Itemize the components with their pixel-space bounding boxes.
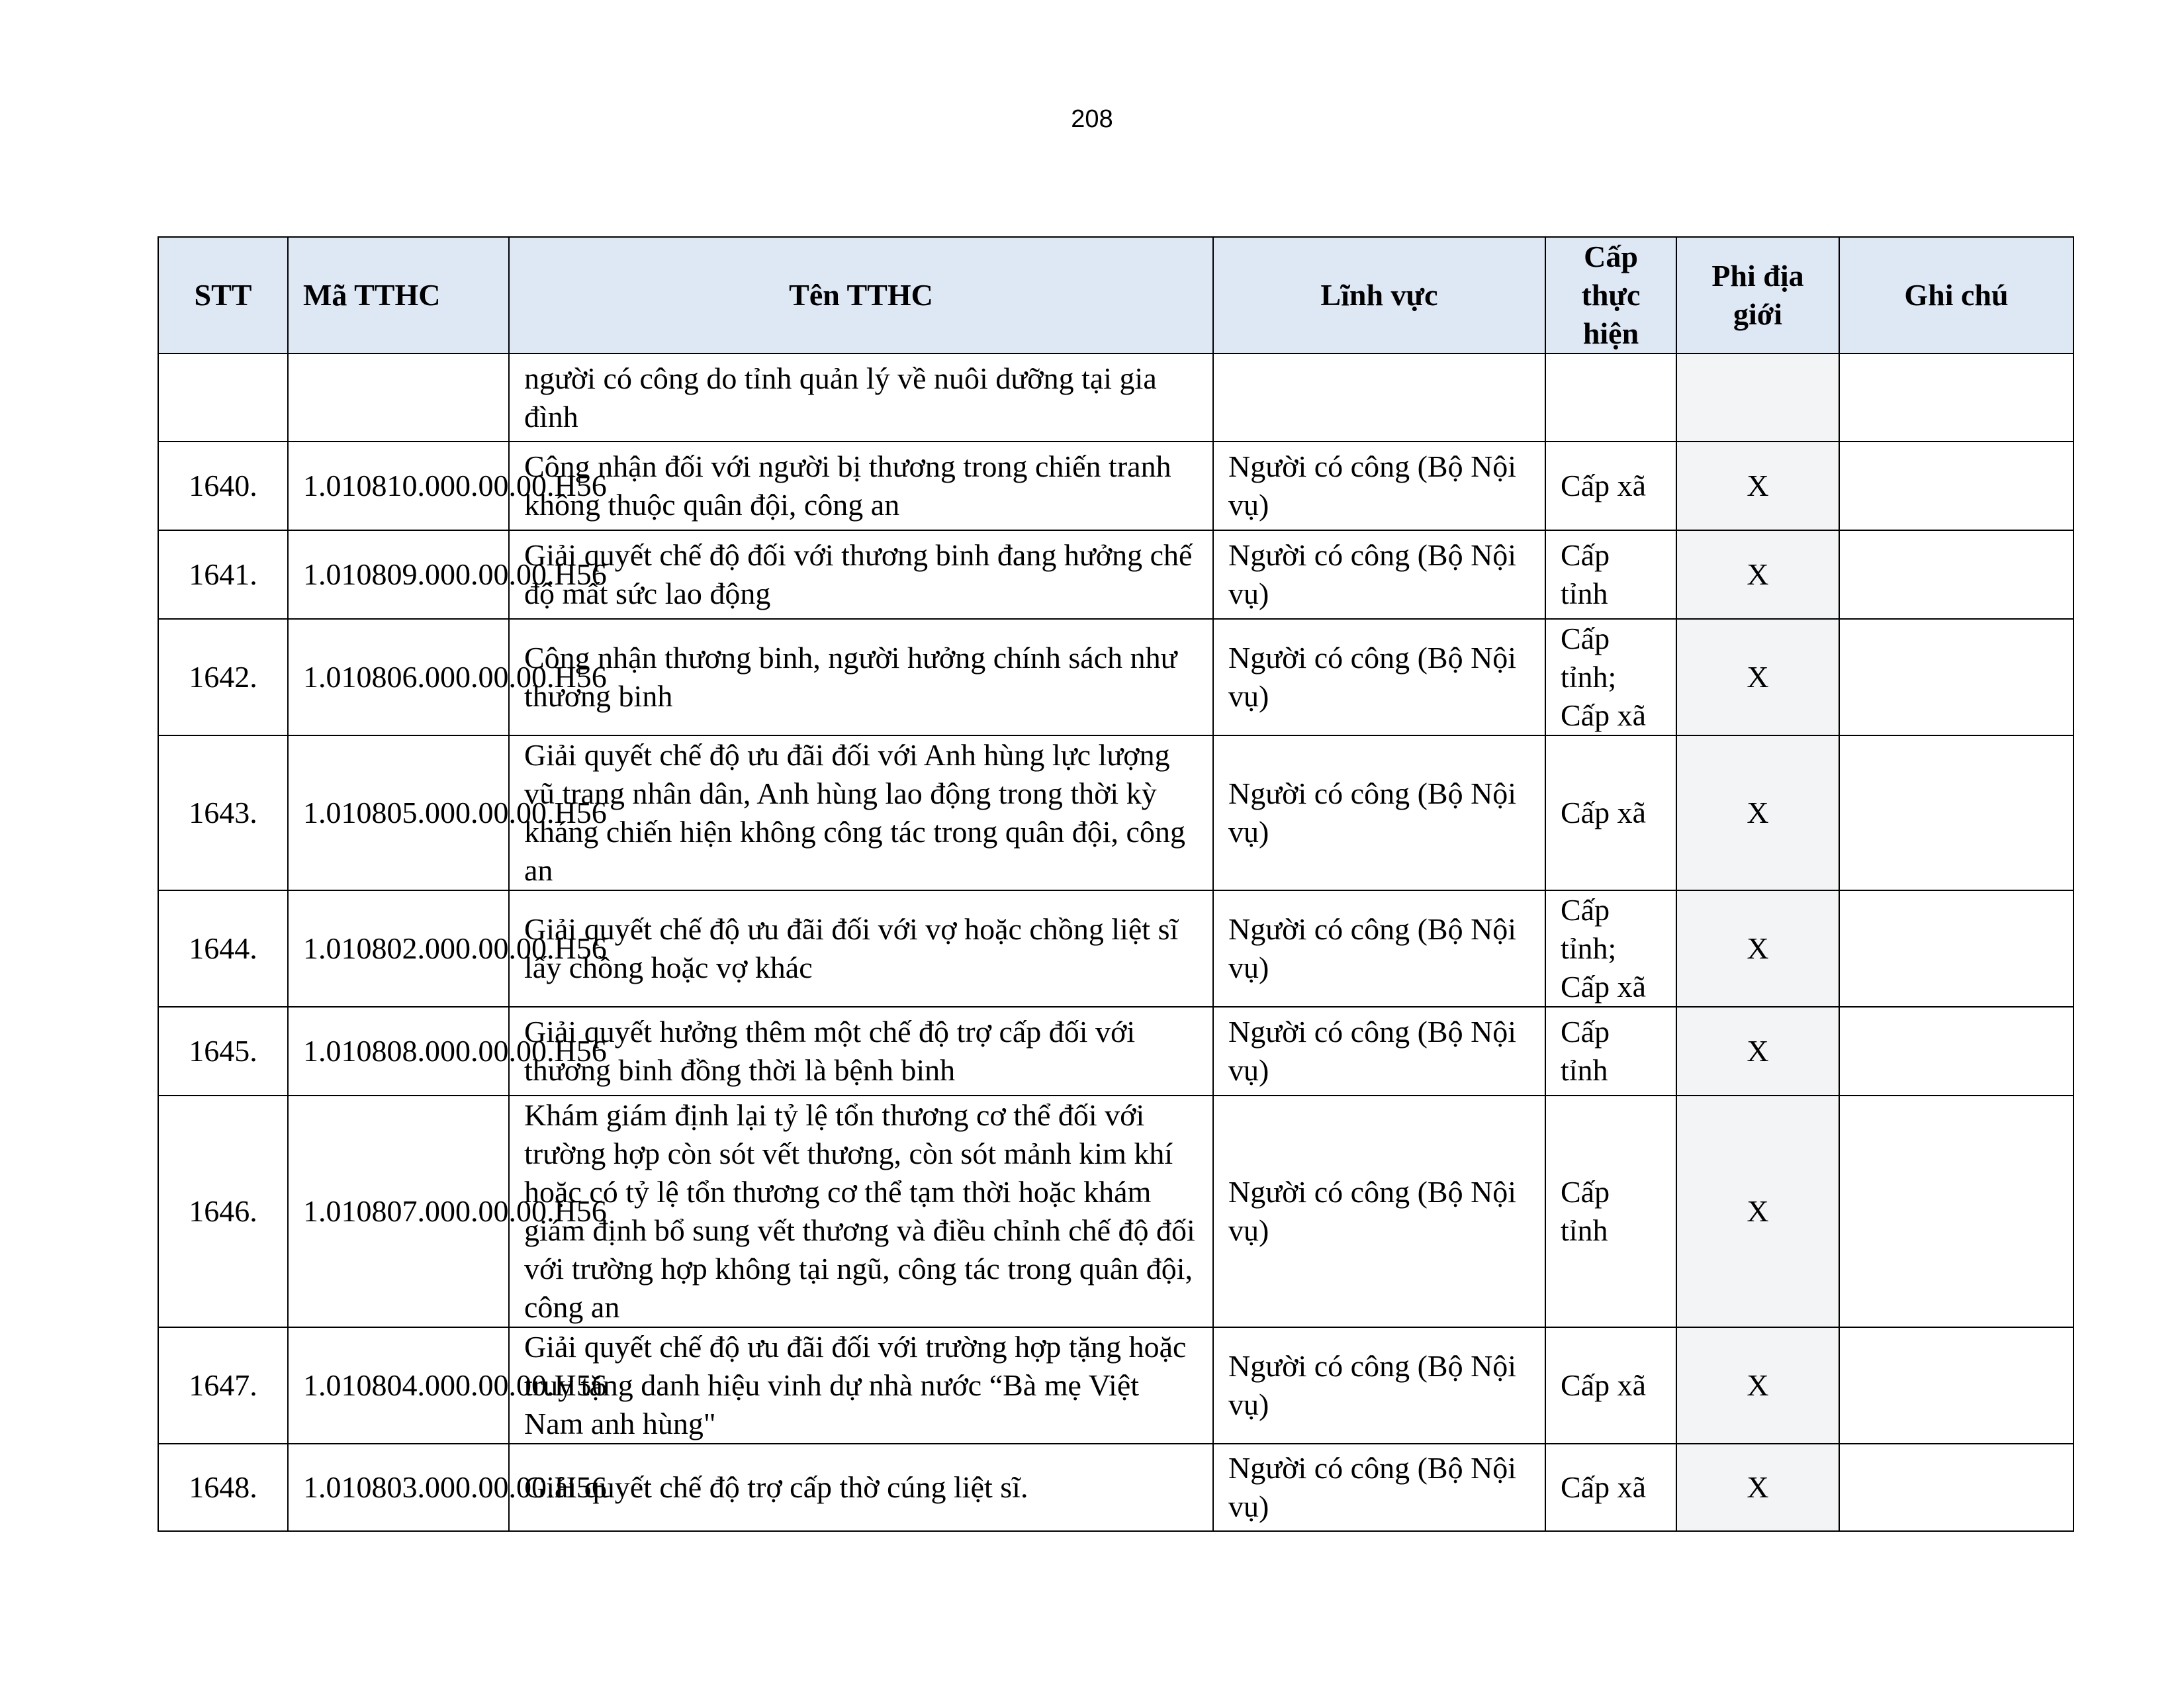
cell-cap-thuc-hien: Cấp xã <box>1545 442 1676 530</box>
cell-ten-tthc: người có công do tỉnh quản lý về nuôi dưỡng tại gia đình <box>509 353 1213 442</box>
cell-phi-dia-gioi <box>1676 353 1839 442</box>
cell-cap-thuc-hien: Cấp xã <box>1545 1327 1676 1444</box>
cell-cap-thuc-hien <box>1545 353 1676 442</box>
table-row <box>158 890 2073 1007</box>
cell-phi-dia-gioi: X <box>1676 1096 1839 1327</box>
table-row <box>158 1007 2073 1096</box>
cell-linh-vuc: Người có công (Bộ Nội vụ) <box>1213 890 1545 1007</box>
cell-ma-tthc: 1.010806.000.00.00.H56 <box>288 619 509 735</box>
header-ten-tthc: Tên TTHC <box>509 237 1213 353</box>
cell-linh-vuc: Người có công (Bộ Nội vụ) <box>1213 1007 1545 1096</box>
cell-ten-tthc: Công nhận đối với người bị thương trong chiến tranh không thuộc quân đội, công an <box>509 442 1213 530</box>
cell-cap-thuc-hien: Cấp tỉnh; Cấp xã <box>1545 619 1676 735</box>
cell-stt: 1643. <box>158 735 288 890</box>
cell-phi-dia-gioi: X <box>1676 1007 1839 1096</box>
cell-ma-tthc: 1.010810.000.00.00.H56 <box>288 442 509 530</box>
cell-linh-vuc: Người có công (Bộ Nội vụ) <box>1213 530 1545 619</box>
header-ghi-chu: Ghi chú <box>1839 237 2073 353</box>
table-row <box>158 1096 2073 1327</box>
cell-ghi-chu <box>1839 530 2073 619</box>
cell-phi-dia-gioi: X <box>1676 1444 1839 1531</box>
cell-cap-thuc-hien: Cấp tỉnh; Cấp xã <box>1545 890 1676 1007</box>
cell-ghi-chu <box>1839 619 2073 735</box>
table-row <box>158 442 2073 530</box>
cell-phi-dia-gioi: X <box>1676 442 1839 530</box>
cell-ma-tthc: 1.010802.000.00.00.H56 <box>288 890 509 1007</box>
cell-linh-vuc: Người có công (Bộ Nội vụ) <box>1213 619 1545 735</box>
cell-stt: 1648. <box>158 1444 288 1531</box>
cell-cap-thuc-hien: Cấp tỉnh <box>1545 1007 1676 1096</box>
cell-linh-vuc <box>1213 353 1545 442</box>
header-stt: STT <box>158 237 288 353</box>
header-phi-dia-gioi: Phi địa giới <box>1676 237 1839 353</box>
cell-phi-dia-gioi: X <box>1676 530 1839 619</box>
table-row <box>158 619 2073 735</box>
cell-ten-tthc: Công nhận thương binh, người hưởng chính sách như thương binh <box>509 619 1213 735</box>
cell-phi-dia-gioi: X <box>1676 1327 1839 1444</box>
cell-ma-tthc <box>288 353 509 442</box>
cell-ghi-chu <box>1839 442 2073 530</box>
cell-stt: 1640. <box>158 442 288 530</box>
cell-cap-thuc-hien: Cấp xã <box>1545 1444 1676 1531</box>
cell-ghi-chu <box>1839 1096 2073 1327</box>
cell-ghi-chu <box>1839 735 2073 890</box>
cell-stt: 1641. <box>158 530 288 619</box>
cell-ten-tthc: Giải quyết hưởng thêm một chế độ trợ cấp đối với thương binh đồng thời là bệnh binh <box>509 1007 1213 1096</box>
cell-ghi-chu <box>1839 890 2073 1007</box>
cell-ma-tthc: 1.010808.000.00.00.H56 <box>288 1007 509 1096</box>
cell-stt <box>158 353 288 442</box>
cell-ghi-chu <box>1839 1444 2073 1531</box>
cell-linh-vuc: Người có công (Bộ Nội vụ) <box>1213 1327 1545 1444</box>
cell-ten-tthc: Khám giám định lại tỷ lệ tổn thương cơ thể đối với trường hợp còn sót vết thương, còn sót mảnh kim khí hoặc có tỷ lệ tổn thương cơ thể tạm thời hoặc khám giám định bổ sung vết thương và điều chỉnh chế độ đối với trường hợp không tại ngũ, công tác trong quân đội, công an <box>509 1096 1213 1327</box>
cell-phi-dia-gioi: X <box>1676 890 1839 1007</box>
table-header-row <box>158 237 2073 353</box>
header-ma-tthc: Mã TTHC <box>288 237 509 353</box>
cell-ghi-chu <box>1839 353 2073 442</box>
cell-linh-vuc: Người có công (Bộ Nội vụ) <box>1213 1096 1545 1327</box>
cell-stt: 1645. <box>158 1007 288 1096</box>
table-row <box>158 735 2073 890</box>
table-row <box>158 1327 2073 1444</box>
cell-cap-thuc-hien: Cấp tỉnh <box>1545 530 1676 619</box>
cell-cap-thuc-hien: Cấp xã <box>1545 735 1676 890</box>
cell-ten-tthc: Giải quyết chế độ ưu đãi đối với vợ hoặc chồng liệt sĩ lấy chồng hoặc vợ khác <box>509 890 1213 1007</box>
cell-ma-tthc: 1.010809.000.00.00.H56 <box>288 530 509 619</box>
cell-ghi-chu <box>1839 1007 2073 1096</box>
cell-ten-tthc: Giải quyết chế độ ưu đãi đối với Anh hùng lực lượng vũ trang nhân dân, Anh hùng lao động trong thời kỳ kháng chiến hiện không công tác trong quân đội, công an <box>509 735 1213 890</box>
cell-linh-vuc: Người có công (Bộ Nội vụ) <box>1213 735 1545 890</box>
header-linh-vuc: Lĩnh vực <box>1213 237 1545 353</box>
cell-cap-thuc-hien: Cấp tỉnh <box>1545 1096 1676 1327</box>
procedures-table <box>158 236 2074 1532</box>
cell-linh-vuc: Người có công (Bộ Nội vụ) <box>1213 1444 1545 1531</box>
page-number: 208 <box>1071 105 1113 133</box>
cell-stt: 1644. <box>158 890 288 1007</box>
cell-ma-tthc: 1.010805.000.00.00.H56 <box>288 735 509 890</box>
cell-ghi-chu <box>1839 1327 2073 1444</box>
header-cap-thuc-hien: Cấp thực hiện <box>1545 237 1676 353</box>
table-row <box>158 353 2073 442</box>
cell-ma-tthc: 1.010804.000.00.00.H56 <box>288 1327 509 1444</box>
cell-stt: 1642. <box>158 619 288 735</box>
cell-phi-dia-gioi: X <box>1676 619 1839 735</box>
cell-ten-tthc: Giải quyết chế độ trợ cấp thờ cúng liệt sĩ. <box>509 1444 1213 1531</box>
cell-stt: 1646. <box>158 1096 288 1327</box>
cell-ma-tthc: 1.010807.000.00.00.H56 <box>288 1096 509 1327</box>
cell-ma-tthc: 1.010803.000.00.00.H56 <box>288 1444 509 1531</box>
cell-ten-tthc: Giải quyết chế độ đối với thương binh đang hưởng chế độ mất sức lao động <box>509 530 1213 619</box>
table-row <box>158 1444 2073 1531</box>
cell-phi-dia-gioi: X <box>1676 735 1839 890</box>
table-row <box>158 530 2073 619</box>
cell-linh-vuc: Người có công (Bộ Nội vụ) <box>1213 442 1545 530</box>
cell-stt: 1647. <box>158 1327 288 1444</box>
cell-ten-tthc: Giải quyết chế độ ưu đãi đối với trường hợp tặng hoặc truy tặng danh hiệu vinh dự nhà nước “Bà mẹ Việt Nam anh hùng" <box>509 1327 1213 1444</box>
